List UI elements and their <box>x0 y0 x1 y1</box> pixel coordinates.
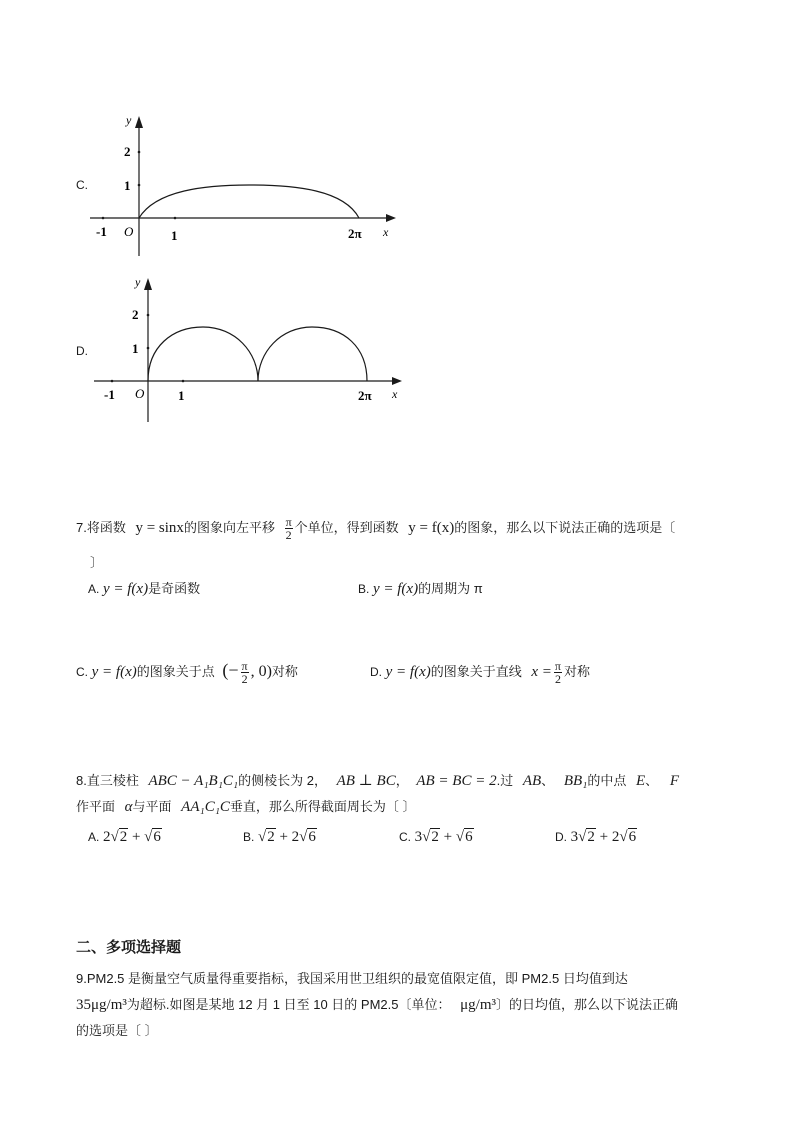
graph-d-origin: O <box>135 386 145 401</box>
q7-prefix: 7.将函数 <box>76 519 126 535</box>
graph-d-x-label: x <box>392 387 398 401</box>
graph-d-x-arrow <box>392 377 402 385</box>
q9-line3: 的选项是〔 〕 <box>76 1023 158 1038</box>
section-title: 二、多项选择题 <box>76 939 182 956</box>
q8-stem-line1: 8.直三棱柱 ABC − A₁B₁C₁的侧棱长为 2， AB ⊥ BC， AB = BC = 2.过 AB、 BB₁的中点 E、 F <box>76 773 679 789</box>
graph-d-y-arrow <box>144 278 152 290</box>
q7-func-f: y = f(x) <box>408 519 455 536</box>
graph-c <box>86 110 406 262</box>
q9-line1: 9.PM2.5 是衡量空气质量得重要指标，我国采用世卫组织的最宽值限定值，即 PM2.5 日均值到达 <box>76 971 628 986</box>
graph-c-x-arrow <box>386 214 396 222</box>
q7-stem <box>76 516 675 541</box>
q9-line2: 35μg/m³为超标.如图是某地 12 月 1 日至 10 日的 PM2.5〔单位： μg/m³〕的日均值，那么以下说法正确 <box>76 997 679 1013</box>
graph-d-xtick-1: 1 <box>178 388 185 403</box>
q7-text4: 的图象，那么以下说法正确的选项是〔 <box>454 519 676 535</box>
graph-d-ytick-1: 1 <box>132 341 139 356</box>
q7-text2: 的图象向左平移 <box>183 519 275 535</box>
graph-c-y-label: y <box>126 113 132 127</box>
graph-c-xtick-1: 1 <box>171 228 178 243</box>
q8-option-a[interactable]: A. 2√2 + √6 <box>88 829 161 845</box>
q8-option-d[interactable]: D. 3√2 + 2√6 <box>555 829 637 845</box>
q8-option-b[interactable]: B. √2 + 2√6 <box>243 829 316 845</box>
option-c-label: C. <box>76 178 88 192</box>
graph-d-xtick-2pi: 2π <box>358 388 372 403</box>
q7-option-c[interactable]: C. y = f(x)的图象关于点 (− $\frac{\pi}{2}$ , 0)对称 <box>76 659 298 687</box>
q8-option-c[interactable]: C. 3√2 + √6 <box>399 829 473 845</box>
graph-d-arc-2 <box>258 327 367 381</box>
graph-c-origin: O <box>124 224 134 239</box>
graph-d-ytick-2: 2 <box>132 307 139 322</box>
graph-c-y-arrow <box>135 116 143 128</box>
q7-shift-fraction: $\frac{\pi}{2}$ <box>285 515 292 542</box>
q7-option-a[interactable]: A. y = f(x)是奇函数 <box>88 581 201 597</box>
option-d-label: D. <box>76 344 88 358</box>
q8-stem-line2: 作平面 α与平面 AA₁C₁C垂直，那么所得截面周长为〔 〕 <box>76 799 416 815</box>
q7-option-b[interactable]: B. y = f(x)的周期为 π <box>358 581 483 597</box>
graph-c-curve <box>139 185 359 218</box>
q7-func-sin: y = sinx <box>135 519 184 536</box>
q7-option-d[interactable]: D. y = f(x)的图象关于直线 x = $\frac{\pi}{2}$ 对称 <box>370 659 590 686</box>
graph-d-y-label: y <box>135 275 141 289</box>
graph-d-xtick-neg1: -1 <box>104 387 115 402</box>
graph-c-xtick-2pi: 2π <box>348 226 362 241</box>
graph-c-ytick-2: 2 <box>124 144 131 159</box>
q7-close-paren: 〕 <box>90 555 104 570</box>
q7-text3: 个单位，得到函数 <box>294 519 399 535</box>
graph-d <box>90 272 410 424</box>
graph-c-ytick-1: 1 <box>124 178 131 193</box>
graph-c-xtick-neg1: -1 <box>96 224 107 239</box>
graph-d-arc-1 <box>148 327 258 381</box>
graph-c-x-label: x <box>383 225 389 239</box>
